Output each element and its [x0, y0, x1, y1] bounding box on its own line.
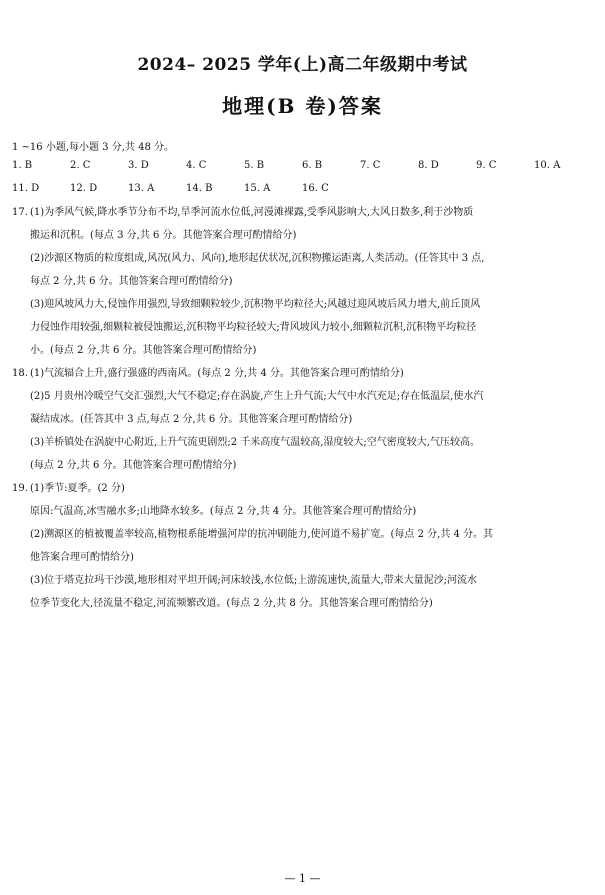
q19-line: 原因:气温高,冰雪融水多;山地降水较多。(每点 2 分,共 4 分。其他答案合理可酌情给分)	[30, 506, 417, 517]
mc-answer: 12. D	[70, 183, 98, 194]
q17-line: 力侵蚀作用较强,细颗粒被侵蚀搬运,沉积物平均粒径较大;背风坡风力较小,细颗粒沉积,沉积物平均粒径	[30, 322, 477, 333]
answer-key-title: 地理(B 卷)答案	[222, 94, 383, 118]
q17-line: (3)迎风坡风力大,侵蚀作用强烈,导致细颗粒较少,沉积物平均粒径大;风越过迎风坡后风力增大,前丘顶风	[30, 299, 481, 310]
q19-line: 他答案合理可酌情给分)	[30, 552, 134, 563]
mc-answer: 5. B	[244, 160, 265, 171]
mc-answer: 8. D	[418, 160, 439, 171]
mc-answer: 13. A	[128, 183, 155, 194]
mc-answer: 9. C	[476, 160, 497, 171]
q18-line: (2)5 月贵州冷暖空气交汇强烈,大气不稳定;存在涡旋,产生上升气流;大气中水汽充足;存在低温层,使水汽	[30, 391, 484, 402]
mc-answer: 1. B	[12, 160, 33, 171]
q19-line: (1)季节:夏季。(2 分)	[30, 483, 125, 494]
q17-line: 小。(每点 2 分,共 6 分。其他答案合理可酌情给分)	[30, 345, 257, 356]
mc-answer: 10. A	[534, 160, 561, 171]
q19-line: (2)溯源区的植被覆盖率较高,植物根系能增强河岸的抗冲刷能力,使河道不易扩宽。(每点 2 分,共 4 分。其	[30, 529, 494, 540]
mc-answer: 15. A	[244, 183, 271, 194]
exam-title: 2024– 2025 学年(上)高二年级期中考试	[137, 55, 468, 75]
question-18-number: 18.	[12, 368, 28, 379]
q18-line: (每点 2 分,共 6 分。其他答案合理可酌情给分)	[30, 460, 237, 471]
question-17-number: 17.	[12, 207, 28, 218]
q18-line: (3)羊桥镇处在涡旋中心附近,上升气流更剧烈;2 千米高度气温较高,湿度较大;空气密度较大,气压较高。	[30, 437, 480, 448]
mc-answer: 2. C	[70, 160, 91, 171]
q18-line: (1)气流辐合上升,盛行强盛的西南风。(每点 2 分,共 4 分。其他答案合理可酌情给分)	[30, 368, 404, 379]
q17-line: 搬运和沉积。(每点 3 分,共 6 分。其他答案合理可酌情给分)	[30, 230, 297, 241]
q17-line: 每点 2 分,共 6 分。其他答案合理可酌情给分)	[30, 276, 233, 287]
mc-answer: 4. C	[186, 160, 207, 171]
mc-answer: 14. B	[186, 183, 213, 194]
q19-line: 位季节变化大,径流量不稳定,河流频繁改道。(每点 2 分,共 8 分。其他答案合理可酌情给分)	[30, 598, 433, 609]
q17-line: (2)沙源区物质的粒度组成,风况(风力、风向),地形起伏状况,沉积物搬运距离,人类活动。(任答其中 3 点,	[30, 253, 485, 264]
mc-answer: 16. C	[302, 183, 329, 194]
mc-answer: 3. D	[128, 160, 149, 171]
mc-answer: 11. D	[12, 183, 40, 194]
mc-answer: 6. B	[302, 160, 323, 171]
mc-answer: 7. C	[360, 160, 381, 171]
mc-intro: 1 ~16 小题,每小题 3 分,共 48 分。	[12, 142, 174, 153]
page-number: — 1 —	[284, 872, 321, 885]
q18-line: 凝结成冰。(任答其中 3 点,每点 2 分,共 6 分。其他答案合理可酌情给分)	[30, 414, 353, 425]
mc-answer-row-1	[12, 160, 592, 174]
mc-answer-row-2	[12, 183, 592, 197]
q17-line: (1)为季风气候,降水季节分布不均,旱季河流水位低,河漫滩裸露,受季风影响大,大风日数多,利于沙物质	[30, 207, 474, 218]
q19-line: (3)位于塔克拉玛干沙漠,地形相对平坦开阔;河床较浅,水位低;上游流速快,流量大,带来大量泥沙;河流水	[30, 575, 477, 586]
question-19-number: 19.	[12, 483, 28, 494]
